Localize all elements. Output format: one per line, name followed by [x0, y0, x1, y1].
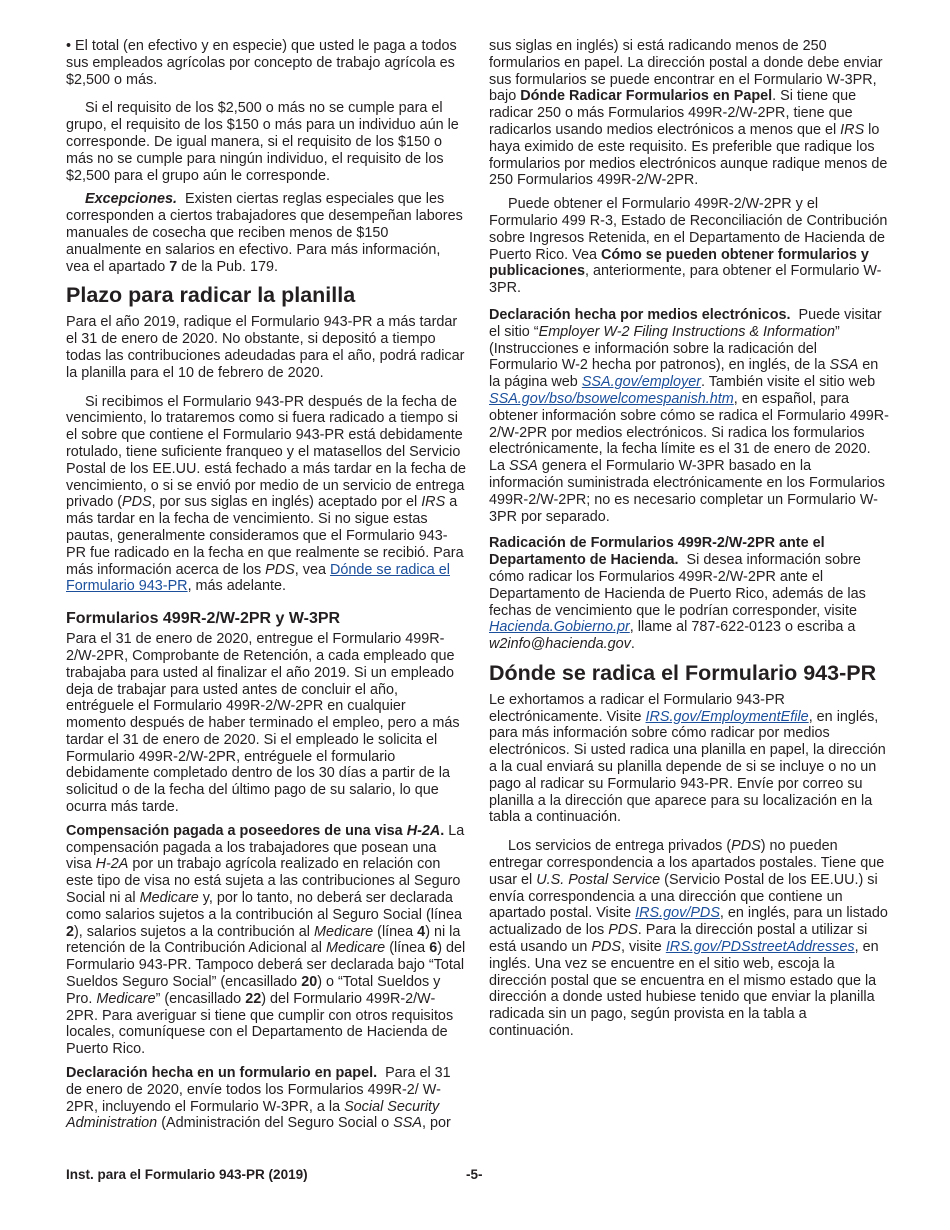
link-hacienda[interactable]: Hacienda.Gobierno.pr: [489, 619, 630, 636]
h2a-paragraph: Compensación pagada a poseedores de una visa H-2A. La compensación pagada a los trabajadores que posean una visa H-2A por un trabajo agrícola realizado en relación con este tipo de visa no está sujeta a las contribuciones al Seguro Social ni al Medicare y, por lo tanto, no deberá ser declarada como salarios sujetos a la contribución al Seguro Social (línea 2), salarios sujetos a la contribución al Medicare (línea 4) ni la retención de la Contribución Adicional al Medicare (línea 6) del Formulario 943-PR. Tampoco deberá ser declarada bajo “Total Sueldos Seguro Social” (encasillado 20) o “Total Sueldos y Pro. Medicare” (encasillado 22) del Formulario 499R-2/W-2PR. Para averiguar si tiene que cumplir con otros requisitos locales, comuníquese con el Departamento de Hacienda de Puerto Rico.: [66, 822, 466, 1058]
heading-plazo: Plazo para radicar la planilla: [66, 283, 356, 308]
page-footer: [66, 1167, 890, 1182]
link-ssa-bso[interactable]: SSA.gov/bso/bsowelcomespanish.htm: [489, 390, 734, 407]
donde-paragraph: Le exhortamos a radicar el Formulario 943-PR electrónicamente. Visite IRS.gov/EmploymentEfile, en inglés, para más información sobre cómo radicar por medios electrónicos. Si usted radica una planilla en papel, la dirección a la cual enviará su planilla depende de si se incluye o no un pago al radicar su Formulario 943-PR. Envíe por correo su planilla a la dirección que aparece para su localización en la tabla a continuación.: [489, 691, 886, 826]
electronicos-paragraph: Declaración hecha por medios electrónicos. Puede visitar el sitio “Employer W-2 Filing Instructions & Information” (Instrucciones e información sobre la radicación del Formulario W-2 hecha por patronos), en inglés, de la SSA en la página web SSA.gov/employer. También visite el sitio web SSA.gov/bso/bsowelcomespanish.htm, en español, para obtener información sobre cómo se radica el Formulario 499R-2/W-2PR por medios electrónicos. Si radica los formularios electrónicamente, la fecha límite es el 31 de enero de 2020. La SSA genera el Formulario W-3PR basado en la información suministrada electrónicamente en los Formularios 499R-2/W-2PR; no es necesario completar un Formulario W-3PR por separado.: [489, 306, 889, 525]
link-irs-pds-street[interactable]: IRS.gov/PDSstreetAddresses: [665, 939, 855, 956]
formularios-paragraph: Para el 31 de enero de 2020, entregue el Formulario 499R-2/W-2PR, Comprobante de Retención, a cada empleado que trabajaba para usted al finalizar el año 2019. Si un empleado deja de trabajar para usted antes de concluir el año, entréguele el Formulario 499R-2/W-2PR en cualquier momento después de haber terminado el empleo, pero a más tardar el 31 de enero de 2020. Si el empleado le solicita el Formulario 499R-2/W-2PR, entréguele el formulario debidamente completado dentro de los 30 días a partir de la solicitud o de la fecha del último pago de su salario, lo que ocurra más tarde.: [66, 631, 460, 816]
pds-paragraph: Los servicios de entrega privados (PDS) no pueden entregar correspondencia a los apartados postales. Tiene que usar el U.S. Postal Service (Servicio Postal de los EE.UU.) si envía correspondencia a una dirección que contiene un apartado postal. Visite IRS.gov/PDS, en inglés, para un listado actualizado de los PDS. Para la dirección postal a utilizar si está usando un PDS, visite IRS.gov/PDSstreetAddresses, en inglés. Una vez se encuentre en el sitio web, escoja la dirección postal que se encuentra en el mismo estado que la dirección a donde usted hubiese tenido que enviar la planilla radicada sin un pago, según provista en la tabla a continuación.: [489, 838, 888, 1040]
papel-paragraph: Declaración hecha en un formulario en papel. Para el 31 de enero de 2020, envíe todos los Formularios 499R-2/ W-2PR, incluyendo el Formulario W-3PR, a la Social Security Administration (Administración del Seguro Social o SSA, por: [66, 1065, 451, 1132]
bullet-icon: •: [66, 38, 76, 54]
heading-formularios: Formularios 499R-2/W-2PR y W-3PR: [66, 610, 341, 628]
requisito-paragraph: Si el requisito de los $2,500 o más no se cumple para el grupo, el requisito de los $150 o más para un individuo aún le corresponde. De igual manera, si el requisito de los $150 o más no se cumple para ningún individuo, el requisito de los $2,500 para el grupo aún le corresponde.: [66, 100, 459, 184]
link-irs-pds[interactable]: IRS.gov/PDS: [635, 905, 720, 922]
plazo-paragraph-2: Si recibimos el Formulario 943-PR después de la fecha de vencimiento, lo trataremos como si fuera radicado a tiempo si el sobre que contiene el Formulario 943-PR está debidamente rotulado, tiene suficiente franqueo y el matasellos del Servicio Postal de los EE.UU. está fechado a más tardar en la fecha de vencimiento, o si se envió por medio de un servicio de entrega privado (PDS, por sus siglas en inglés) aceptado por el IRS a más tardar en la fecha de vencimiento. Si no sigue estas pautas, generalmente consideramos que el Formulario 943-PR fue radicado en la fecha en que realmente se recibió. Para más información acerca de los PDS, vea Dónde se radica el Formulario 943-PR, más adelante.: [66, 393, 466, 595]
hacienda-paragraph: Radicación de Formularios 499R-2/W-2PR ante el Departamento de Hacienda. Si desea información sobre cómo radicar los Formularios 499R-2/W-2PR ante el Departamento de Hacienda de Puerto Rico, además de las fechas de vencimiento que le podrían corresponder, visite Hacienda.Gobierno.pr, llame al 787-622-0123 o escriba a w2info@hacienda.gov.: [489, 535, 866, 653]
papel-continued-paragraph: sus siglas en inglés) si está radicando menos de 250 formularios en papel. La dirección postal a donde debe enviar sus formularios se puede encontrar en el Formulario W-3PR, bajo Dónde Radicar Formularios en Papel. Si tiene que radicar 250 o más Formularios 499R-2/W-2PR, tiene que radicarlos usando medios electrónicos a menos que el IRS lo haya eximido de este requisito. Es preferible que radique los formularios por medios electrónicos aunque radique menos de 250 Formularios 499R-2/W-2PR.: [489, 38, 888, 189]
link-donde-se-radica[interactable]: Dónde se radica el Formulario 943-PR: [66, 561, 450, 595]
page-number: -5-: [466, 1167, 483, 1182]
excepciones-paragraph: Excepciones. Existen ciertas reglas especiales que les corresponden a ciertos trabajadores que desempeñan labores manuales de cosecha que reciben menos de $150 anualmente en salarios en efectivo. Para más información, vea el apartado 7 de la Pub. 179.: [66, 191, 463, 275]
left-column: [66, 38, 466, 1132]
link-ssa-employer[interactable]: SSA.gov/employer: [581, 374, 701, 391]
bullet-item: • El total (en efectivo y en especie) que usted le paga a todos sus empleados agrícolas por concepto de trabajo agrícola es $2,500 o más.: [66, 38, 457, 88]
heading-donde: Dónde se radica el Formulario 943-PR: [489, 660, 877, 685]
obtener-paragraph: Puede obtener el Formulario 499R-2/W-2PR y el Formulario 499 R-3, Estado de Reconciliación de Contribución sobre Ingresos Retenida, en el Departamento de Hacienda de Puerto Rico. Vea Cómo se pueden obtener formularios y publicaciones, anteriormente, para obtener el Formulario W-3PR.: [489, 196, 888, 297]
right-column: [489, 38, 889, 1040]
hacienda-email: w2info@hacienda.gov: [489, 636, 631, 653]
link-employment-efile[interactable]: IRS.gov/EmploymentEfile: [645, 708, 809, 725]
footer-title: Inst. para el Formulario 943-PR (2019): [66, 1167, 308, 1182]
plazo-paragraph-1: Para el año 2019, radique el Formulario 943-PR a más tardar el 31 de enero de 2020. No obstante, si depositó a tiempo todas las contribuciones adeudadas para el año, podrá radicar la planilla para el 10 de febrero de 2020.: [66, 314, 465, 381]
